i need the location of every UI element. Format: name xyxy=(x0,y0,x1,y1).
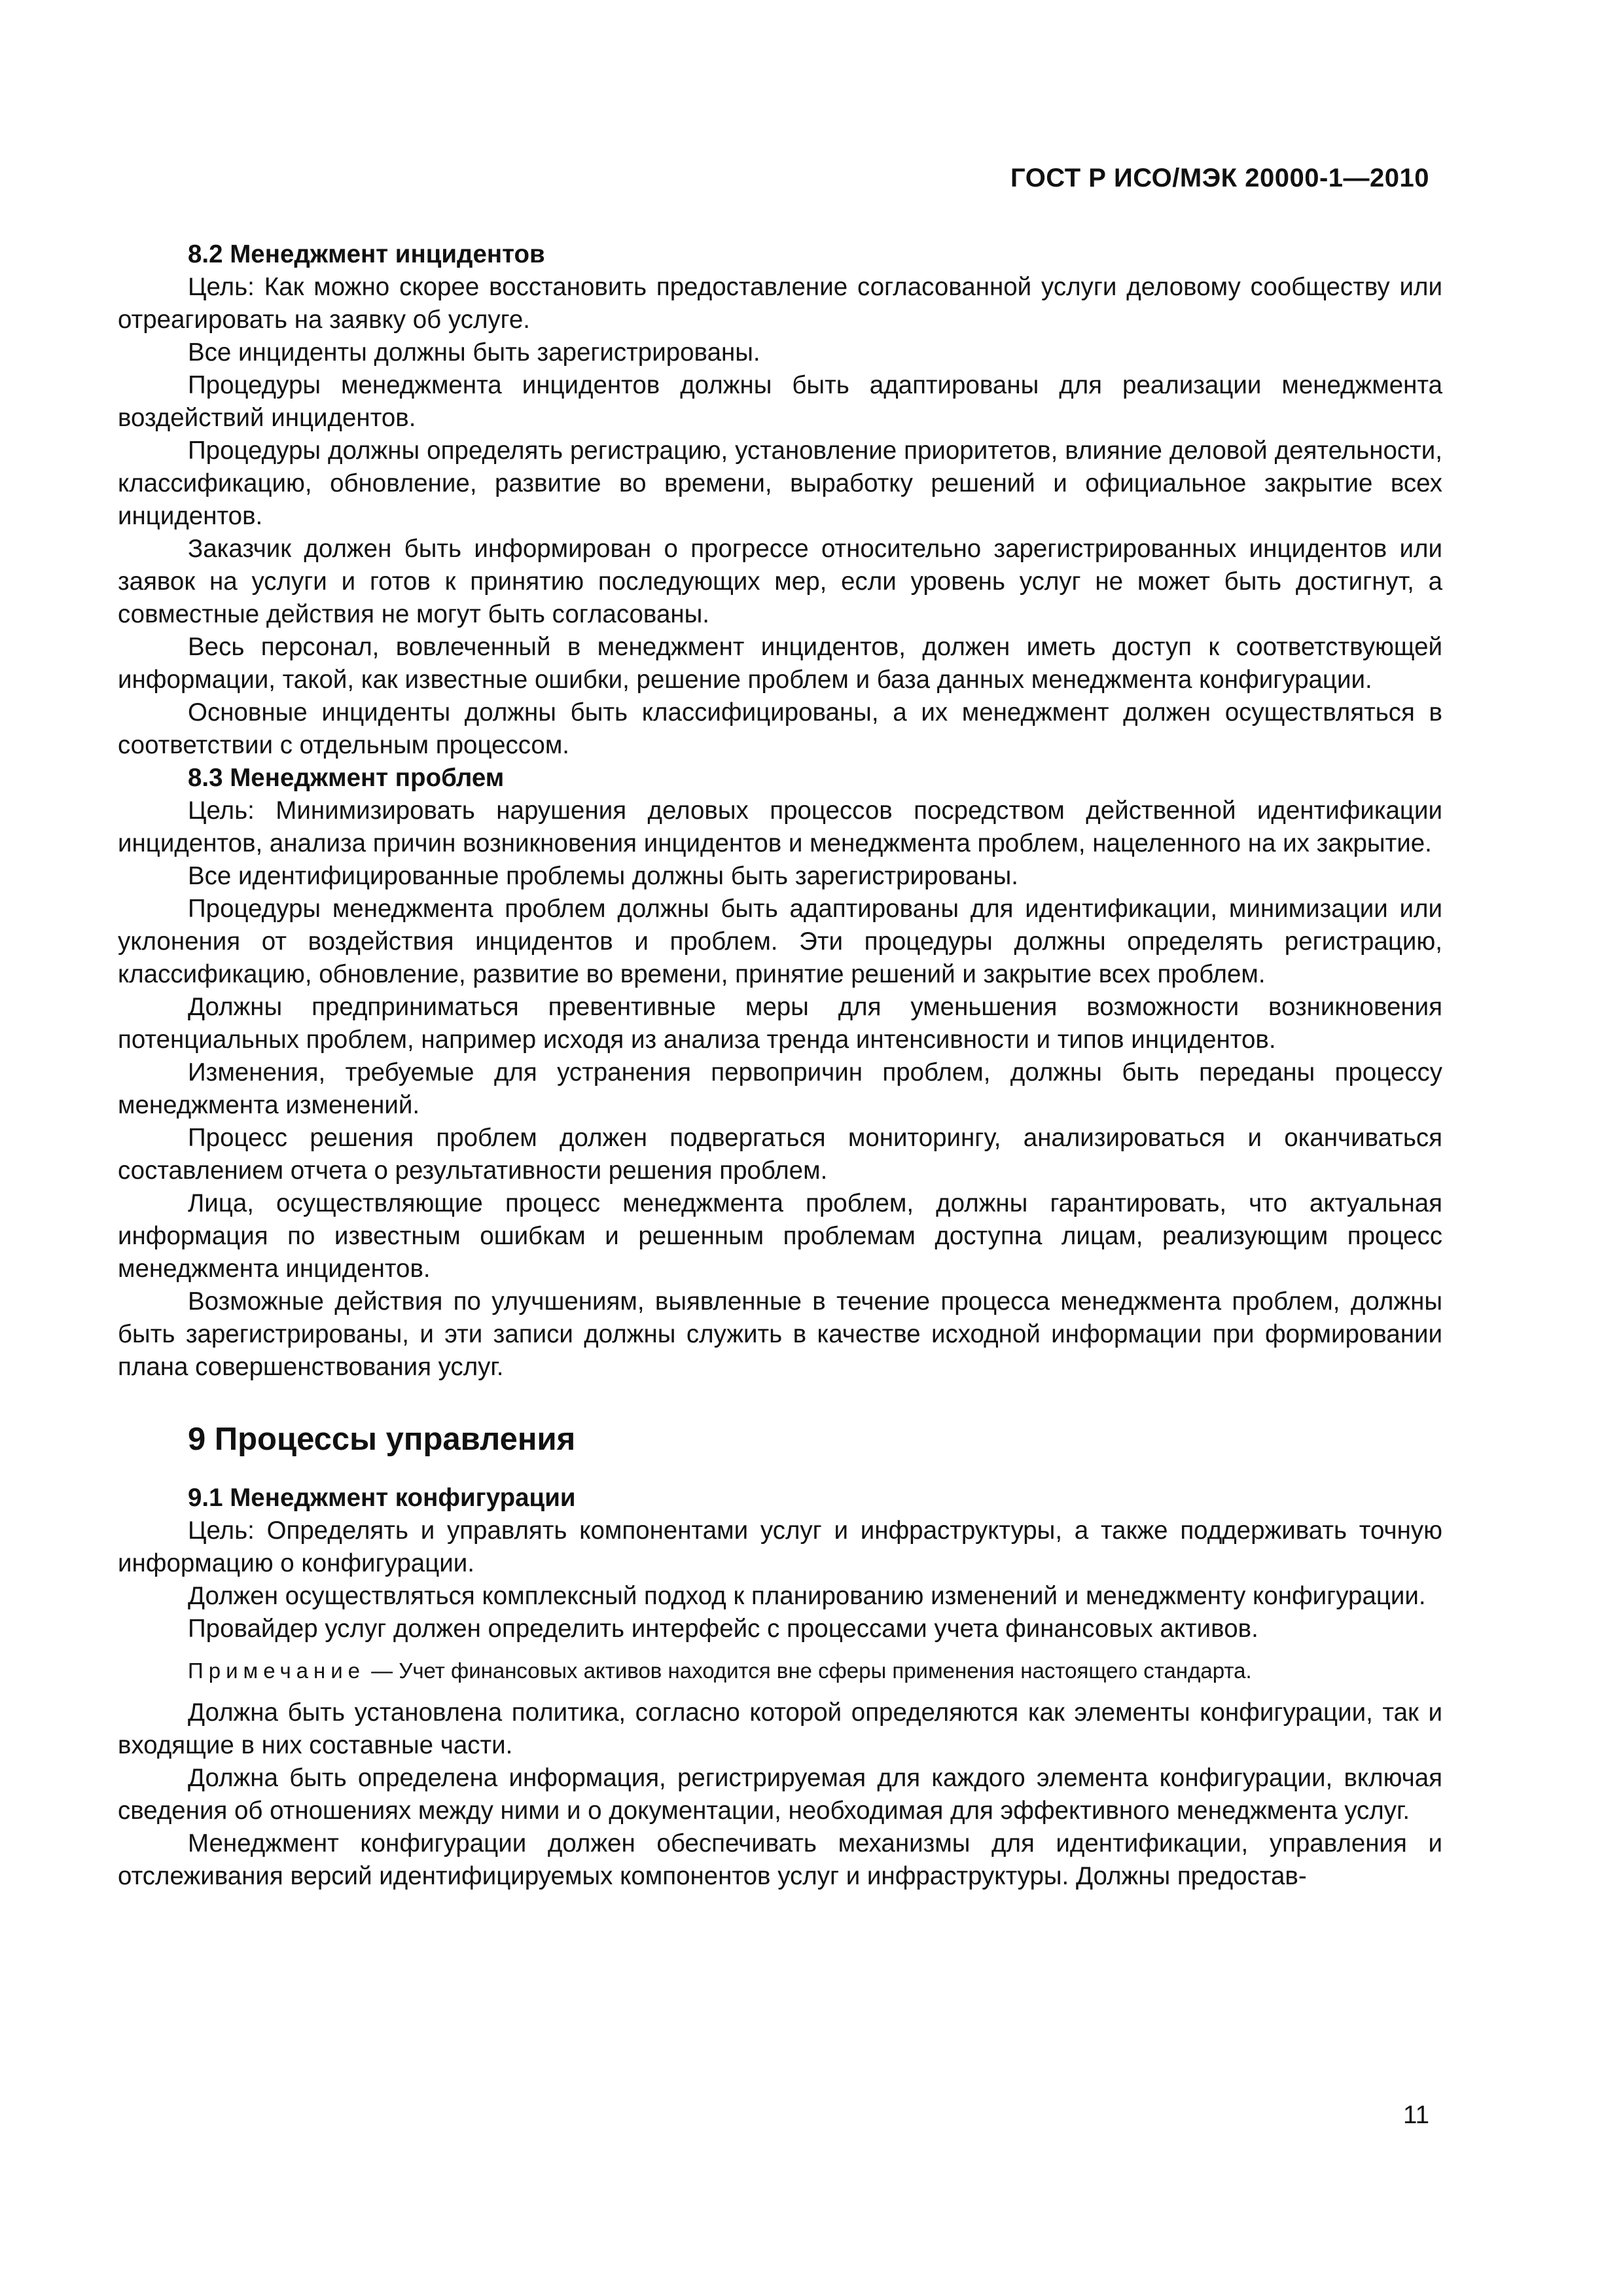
paragraph: Все идентифицированные проблемы должны быть зарегистрированы. xyxy=(188,862,1018,890)
page-number: 11 xyxy=(1403,2101,1429,2129)
section-heading-8-3: 8.3 Менеджмент проблем xyxy=(188,764,505,792)
paragraph: Цель: Минимизировать нарушения деловых процессов посредством действенной идентификации инцидентов, анализа причин возникновения инцидентов и менеджмента проблем, нацеленного на их закрытие. xyxy=(118,797,1442,857)
paragraph: Должны предприниматься превентивные меры для уменьшения возможности возникновения потенциальных проблем, например исходя из анализа тренда интенсивности и типов инцидентов. xyxy=(118,993,1442,1054)
paragraph: Цель: Определять и управлять компонентами услуг и инфраструктуры, а также поддерживать точную информацию о конфигурации. xyxy=(118,1516,1442,1577)
paragraph: Должна быть определена информация, регистрируемая для каждого элемента конфигурации, включая сведения об отношениях между ними и о документации, необходимая для эффективного менеджмента услуг. xyxy=(118,1764,1442,1825)
paragraph: Процедуры должны определять регистрацию, установление приоритетов, влияние деловой деятельности, классификацию, обновление, развитие во времени, выработку решений и официальное закрытие всех инцидентов. xyxy=(118,437,1442,530)
paragraph: Процедуры менеджмента инцидентов должны быть адаптированы для реализации менеджмента воздействий инцидентов. xyxy=(118,371,1442,432)
paragraph: Лица, осуществляющие процесс менеджмента проблем, должны гарантировать, что актуальная информация по известным ошибкам и решенным проблемам доступна лицам, реализующим процесс менеджмента инцидентов. xyxy=(118,1189,1442,1283)
note-label: Примечание xyxy=(188,1659,366,1683)
note xyxy=(118,1655,1442,1687)
section-heading-9-1: 9.1 Менеджмент конфигурации xyxy=(188,1484,576,1512)
paragraph: Цель: Как можно скорее восстановить предоставление согласованной услуги деловому сообществу или отреагировать на заявку об услуге. xyxy=(118,273,1442,334)
paragraph: Должен осуществляться комплексный подход к планированию изменений и менеджменту конфигурации. xyxy=(188,1582,1426,1610)
paragraph: Весь персонал, вовлеченный в менеджмент инцидентов, должен иметь доступ к соответствующей информации, такой, как известные ошибки, решение проблем и база данных менеджмента конфигурации. xyxy=(118,633,1442,694)
paragraph: Изменения, требуемые для устранения первопричин проблем, должны быть переданы процессу менеджмента изменений. xyxy=(118,1058,1442,1119)
paragraph: Возможные действия по улучшениям, выявленные в течение процесса менеджмента проблем, должны быть зарегистрированы, и эти записи должны служить в качестве исходной информации при формировании плана совершенствования услуг. xyxy=(118,1287,1442,1381)
paragraph: Процесс решения проблем должен подвергаться мониторингу, анализироваться и оканчиваться составлением отчета о результативности решения проблем. xyxy=(118,1124,1442,1185)
paragraph: Менеджмент конфигурации должен обеспечивать механизмы для идентификации, управления и отслеживания версий идентифицируемых компонентов услуг и инфраструктуры. Должны предостав- xyxy=(118,1829,1442,1890)
paragraph: Процедуры менеджмента проблем должны быть адаптированы для идентификации, минимизации или уклонения от воздействия инцидентов и проблем. Эти процедуры должны определять регистрацию, классификацию, обновление, развитие во времени, принятие решений и закрытие всех проблем. xyxy=(118,895,1442,988)
standard-header: ГОСТ Р ИСО/МЭК 20000-1—2010 xyxy=(1010,164,1429,192)
page-content xyxy=(118,238,1442,1893)
paragraph: Заказчик должен быть информирован о прогрессе относительно зарегистрированных инцидентов или заявок на услуги и готов к принятию последующих мер, если уровень услуг не может быть достигнут, а совместные действия не могут быть согласованы. xyxy=(118,535,1442,628)
paragraph: Все инциденты должны быть зарегистрированы. xyxy=(188,338,760,367)
paragraph: Провайдер услуг должен определить интерфейс с процессами учета финансовых активов. xyxy=(188,1615,1258,1643)
section-heading-8-2: 8.2 Менеджмент инцидентов xyxy=(188,240,545,268)
chapter-heading-9: 9 Процессы управления xyxy=(188,1422,576,1457)
note-text: — Учет финансовых активов находится вне сферы применения настоящего стандарта. xyxy=(365,1659,1252,1683)
paragraph: Должна быть установлена политика, согласно которой определяются как элементы конфигурации, так и входящие в них составные части. xyxy=(118,1698,1442,1759)
paragraph: Основные инциденты должны быть классифицированы, а их менеджмент должен осуществляться в соответствии с отдельным процессом. xyxy=(118,698,1442,759)
